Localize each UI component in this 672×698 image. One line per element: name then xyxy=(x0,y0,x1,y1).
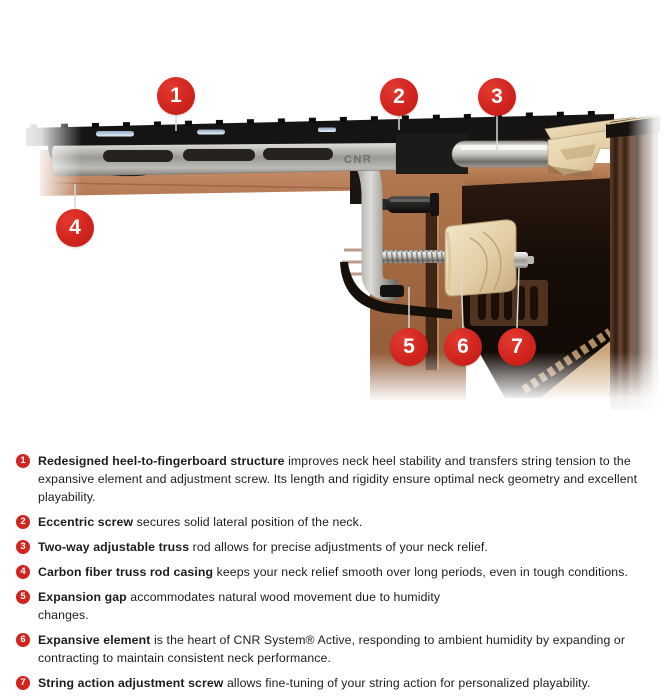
legend-term: Redesigned heel-to-fingerboard structure xyxy=(38,454,285,468)
legend-description: improves neck heel stability and transfers string tension to the expansive element and adjustment screw. Its length and rigidity ensure optimal neck geometry and excellent playability. xyxy=(38,454,638,504)
legend-item-6 xyxy=(16,631,660,667)
legend-text xyxy=(38,563,628,581)
legend-number-badge: 6 xyxy=(16,633,30,647)
legend-description: keeps your neck relief smooth over long periods, even in tough conditions. xyxy=(213,565,628,579)
legend-text xyxy=(38,513,362,531)
fret-inlay xyxy=(318,128,336,133)
legend-term: Two-way adjustable truss xyxy=(38,540,190,554)
legend-number-badge: 4 xyxy=(16,565,30,579)
callout-5: 5 xyxy=(390,328,428,366)
legend-text xyxy=(38,538,488,556)
callout-6: 6 xyxy=(444,328,482,366)
expansive-element xyxy=(445,220,516,296)
legend-description: secures solid lateral position of the neck. xyxy=(133,515,363,529)
legend-number-badge: 3 xyxy=(16,540,30,554)
fret-inlay xyxy=(96,131,134,137)
legend-term: Expansive element xyxy=(38,633,151,647)
legend-item-3 xyxy=(16,538,660,556)
callout-1: 1 xyxy=(157,77,195,115)
legend-item-7 xyxy=(16,674,660,692)
engraving-text: CNR xyxy=(343,153,373,166)
callout-4: 4 xyxy=(56,209,94,247)
callout-2: 2 xyxy=(380,78,418,116)
fret-inlay xyxy=(197,130,225,135)
legend-text xyxy=(38,631,660,667)
legend-text xyxy=(38,452,660,506)
legend-description: accommodates natural wood movement due to humidity changes. xyxy=(38,590,441,622)
legend-number-badge: 5 xyxy=(16,590,30,604)
legend-number-badge: 7 xyxy=(16,676,30,690)
legend-number-badge: 2 xyxy=(16,515,30,529)
legend-item-4 xyxy=(16,563,660,581)
legend-term: Expansion gap xyxy=(38,590,127,604)
legend-number-badge: 1 xyxy=(16,454,30,468)
legend-text xyxy=(38,674,591,692)
legend-term: Eccentric screw xyxy=(38,515,134,529)
callout-3: 3 xyxy=(478,78,516,116)
truss-rod xyxy=(452,141,556,167)
legend-text xyxy=(38,588,458,624)
legend-description: allows fine-tuning of your string action for personalized playability. xyxy=(223,676,591,690)
legend-description: rod allows for precise adjustments of your neck relief. xyxy=(189,540,488,554)
legend-term: Carbon fiber truss rod casing xyxy=(38,565,214,579)
legend-term: String action adjustment screw xyxy=(38,676,224,690)
legend-item-5 xyxy=(16,588,660,624)
legend xyxy=(16,452,660,692)
threaded-rod xyxy=(376,250,446,263)
callout-7: 7 xyxy=(498,328,536,366)
legend-description: is the heart of CNR System® Active, responding to ambient humidity by expanding or contracting to maintain consistent neck performance. xyxy=(38,633,626,665)
legend-item-1 xyxy=(16,452,660,506)
legend-item-2 xyxy=(16,513,660,531)
